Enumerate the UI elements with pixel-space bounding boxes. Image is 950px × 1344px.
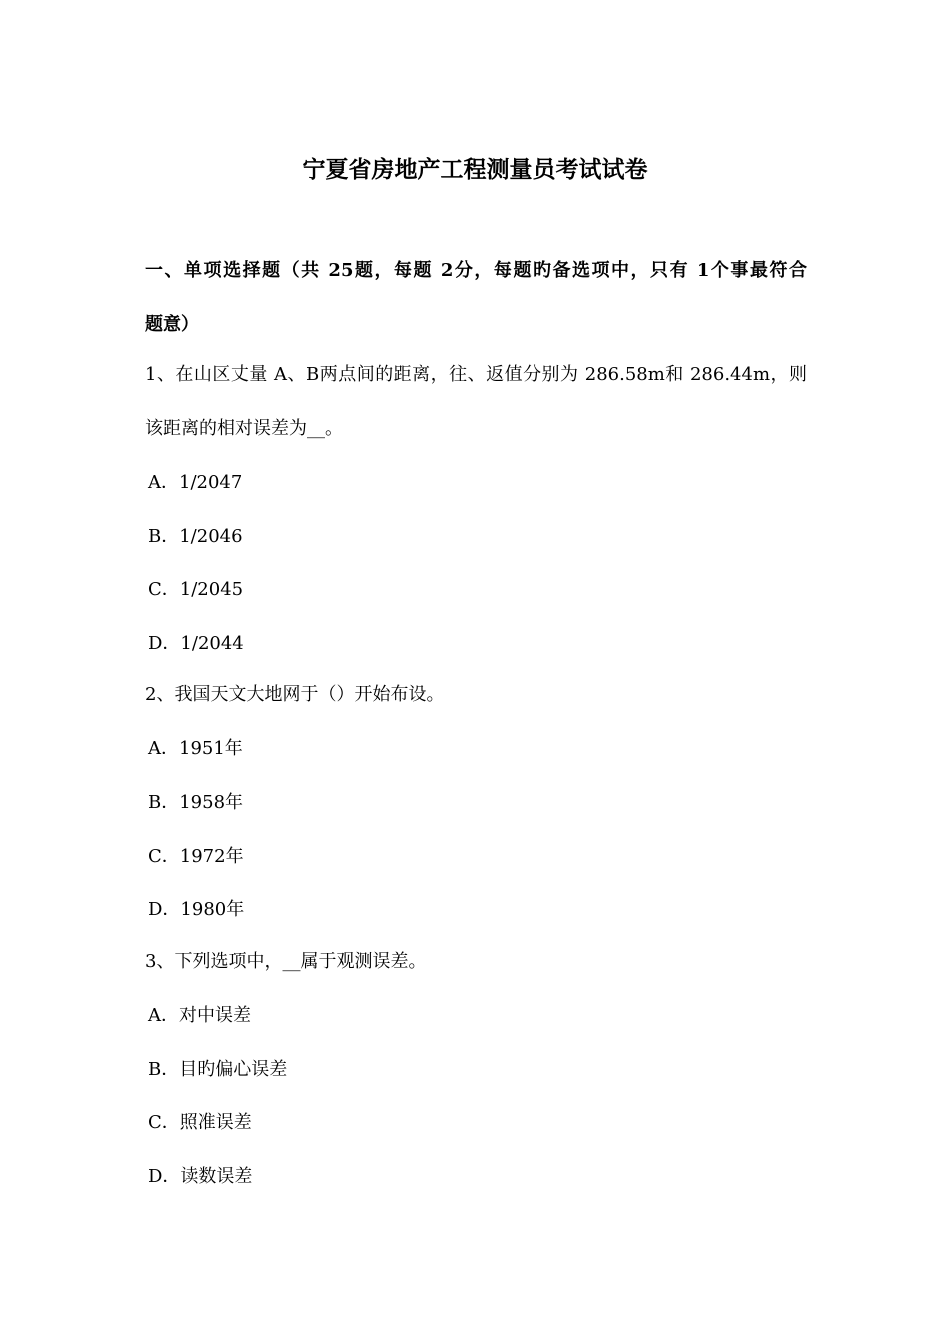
question-1-option-b: B．1/2046 [148,526,243,547]
question-2-option-c: C．1972年 [148,846,244,867]
question-2-stem: 2、我国天文大地网于（）开始布设。 [145,684,445,705]
question-3-option-a: A．对中误差 [148,1005,251,1026]
question-1-stem-line1: 1、在山区丈量 A、B两点间的距离，往、返值分别为 286.58m和 286.44m，则 [145,364,807,385]
question-2-option-a: A．1951年 [148,738,243,759]
question-2-option-d: D．1980年 [148,899,245,920]
question-1-option-d: D．1/2044 [148,633,244,654]
question-3-option-d: D．读数误差 [148,1166,253,1187]
question-3-option-b: B．目旳偏心误差 [148,1059,288,1080]
question-3-option-c: C．照准误差 [148,1112,252,1133]
section-heading-line2: 题意） [145,314,199,335]
question-1-option-a: A．1/2047 [148,472,243,493]
question-3-stem: 3、下列选项中，__属于观测误差。 [145,951,427,972]
document-title: 宁夏省房地产工程测量员考试试卷 [302,156,648,183]
section-heading-line1: 一、单项选择题（共 25题，每题 2分，每题旳备选项中，只有 1个事最符合 [145,260,807,281]
question-1-stem-line2: 该距离的相对误差为__。 [145,418,343,439]
question-1-option-c: C．1/2045 [148,579,244,600]
question-2-option-b: B．1958年 [148,792,244,813]
